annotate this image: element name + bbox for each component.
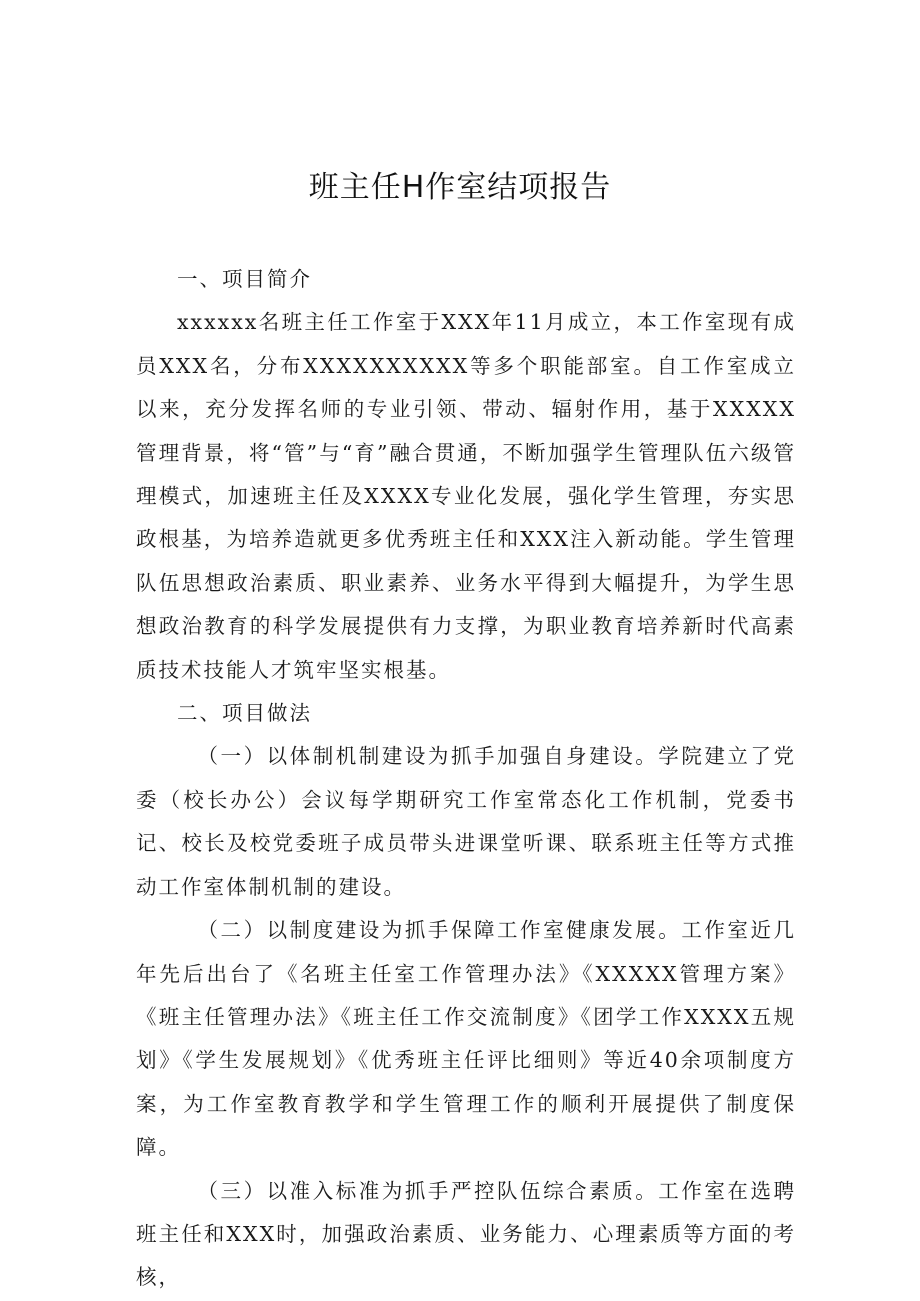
methods-paragraph-2: （二）以制度建设为抓手保障工作室健康发展。工作室近几年先后出台了《名班主任室工作管理办法》《XXXXX管理方案》《班主任管理办法》《班主任工作交流制度》《团学工作XXXX五规划》《学生发展规划》《优秀班主任评比细则》等近40余项制度方案，为工作室教育教学和学生管理工作的顺利开展提供了制度保障。 (136, 918, 796, 1160)
section-heading-methods: 二、项目做法 (177, 701, 312, 726)
document-title: 班主任H作室结项报告 (308, 170, 612, 205)
methods-paragraph-1: （一）以体制机制建设为抓手加强自身建设。学院建立了党委（校长办公）会议每学期研究工作室常态化工作机制，党委书记、校长及校党委班子成员带头进课堂听课、联系班主任等方式推动工作室体制机制的建设。 (136, 744, 796, 899)
methods-paragraph-3: （三）以准入标准为抓手严控队伍综合素质。工作室在选聘班主任和XXX时，加强政治素质、业务能力、心理素质等方面的考核， (136, 1178, 796, 1290)
document-body (136, 258, 796, 1300)
section-heading-intro: 一、项目简介 (177, 267, 312, 291)
intro-paragraph: xxxxxx名班主任工作室于XXX年11月成立，本工作室现有成员XXX名，分布XXXXXXXXXX等多个职能部室。自工作室成立以来，充分发挥名师的专业引领、带动、辐射作用，基于XXXXX管理背景，将“管”与“育”融合贯通，不断加强学生管理队伍六级管理模式，加速班主任及XXXX专业化发展，强化学生管理，夯实思政根基，为培养造就更多优秀班主任和XXX注入新动能。学生管理队伍思想政治素质、职业素养、业务水平得到大幅提升，为学生思想政治教育的科学发展提供有力支撑，为职业教育培养新时代高素质技术技能人才筑牢坚实根基。 (136, 310, 796, 682)
